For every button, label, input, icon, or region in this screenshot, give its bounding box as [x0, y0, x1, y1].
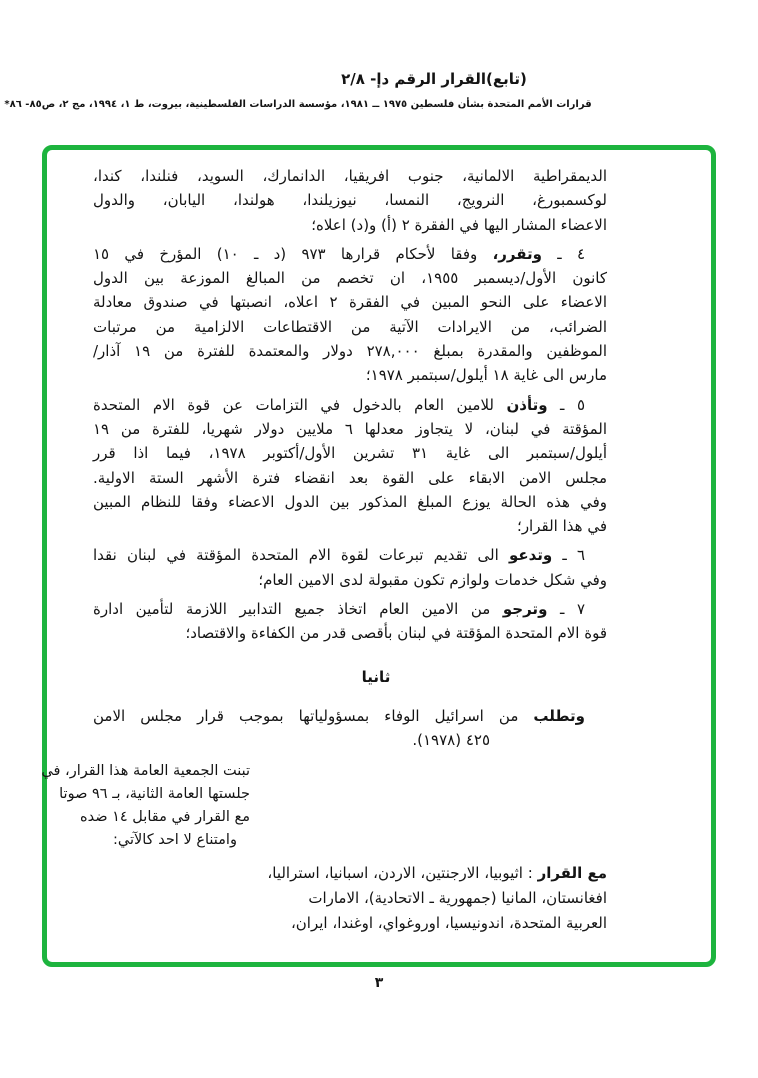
- bold-operative-word: وتدعو: [508, 546, 553, 565]
- resolution-number-header: (تابع)القرار الرقم دإ- ٢/٨: [341, 70, 527, 88]
- clause-7: [93, 597, 607, 646]
- clause-4: [93, 242, 607, 388]
- clause-3-continuation: [93, 164, 607, 237]
- source-citation: قرارات الأمم المتحدة بشأن فلسطين ١٩٧٥ ــ ١٩٨١، مؤسسة الدراسات الفلسطينية، بيروت، ط ١، ١٩٩٤، مج ٢، ص٨٥- ٨٦*: [4, 99, 592, 110]
- vote-record-line: جلستها العامة الثانية، بـ ٩٦ صوتا: [59, 785, 250, 802]
- text-line: مجلس الامن الابقاء على القوة بعد انقضاء فترة الأشهر الستة الاولية.: [93, 468, 607, 487]
- bold-operative-word: وتأذن: [506, 395, 548, 414]
- text-line: الاعضاء المشار اليها في الفقرة ٢ (أ) و(د) اعلاه؛: [311, 215, 607, 234]
- adoption-note: [41, 760, 250, 852]
- section-heading: ثانيا: [361, 667, 391, 686]
- page-number: ٣: [374, 975, 384, 991]
- text-line: ٦ ـ وتدعو الى تقديم تبرعات لقوة الام المتحدة المؤقتة في لبنان نقدا: [93, 546, 585, 565]
- text-line: وفي هذه الحالة يوزع المبلغ المذكور بين الدول الاعضاء وفقا للنظام المبين: [93, 492, 607, 511]
- vote-record-line: مع القرار في مقابل ١٤ ضده: [79, 808, 250, 825]
- text-line: مارس الى غاية ١٨ أيلول/سبتمبر ١٩٧٨؛: [365, 366, 607, 385]
- text-line: المؤقتة في لبنان، لا يتجاوز معدلها ٦ ملايين دولار شهريا، للفترة من ١٩: [93, 419, 607, 438]
- bold-operative-word: وتطلب: [533, 706, 585, 725]
- text-line: ٧ ـ وترجو من الامين العام اتخاذ جميع التدابير اللازمة لتأمين ادارة: [93, 600, 585, 619]
- text-line: لوكسمبورغ، النرويج، النمسا، نيوزيلندا، هولندا، اليابان، والدول: [93, 191, 607, 210]
- text-line: الضرائب، من الايرادات الآتية من الاقتطاعات الالزامية من مرتبات: [93, 317, 607, 336]
- text-line: الموظفين والمقدرة بمبلغ ٢٧٨,٠٠٠ دولار والمعتمدة للفترة من ١٩ آذار/: [93, 342, 607, 361]
- text-line: وتطلب من اسرائيل الوفاء بمسؤولياتها بموجب قرار مجلس الامن: [93, 706, 585, 725]
- country-list-line: افغانستان، المانيا (جمهورية ـ الاتحادية)، الامارات: [308, 888, 607, 907]
- section-two-clause: [93, 704, 607, 753]
- text-line: ٤ ـ وتقرر، وفقا لأحكام قرارها ٩٧٣ (د ـ ١٠) المؤرخ في ١٥: [93, 244, 586, 263]
- body-text-column: [41, 164, 607, 936]
- vote-record-line: تبنت الجمعية العامة هذا القرار، في: [41, 762, 250, 779]
- country-list-line: العربية المتحدة، اندونيسيا، اوروغواي، اوغندا، ايران،: [290, 913, 607, 932]
- text-line: قوة الام المتحدة المؤقتة في لبنان بأقصى قدر من الكفاءة والاقتصاد؛: [185, 624, 607, 643]
- clause-6: [93, 543, 607, 592]
- vote-category-label: مع القرار: [537, 863, 607, 882]
- text-line: ٥ ـ وتأذن للامين العام بالدخول في التزامات عن قوة الام المتحدة: [93, 395, 585, 414]
- votes-for-list: [210, 861, 607, 936]
- text-line: الديمقراطية الالمانية، جنوب افريقيا، الدانمارك، السويد، فنلندا، كندا،: [93, 167, 607, 185]
- text-line: ٤٢٥ (١٩٧٨).: [412, 731, 490, 750]
- text-line: في هذا القرار؛: [517, 517, 607, 536]
- text-line: كانون الأول/ديسمبر ١٩٥٥، ان تخصم من المبالغ الموزعة بين الدول: [93, 269, 607, 288]
- vote-record-line: وامتناع لا احد كالآتي:: [113, 831, 237, 848]
- bold-operative-word: وترجو: [502, 600, 548, 619]
- clause-5: [93, 393, 607, 539]
- text-line: أيلول/سبتمبر الى غاية ٣١ تشرين الأول/أكتوبر ١٩٧٨، فيما اذا قرر: [93, 444, 607, 463]
- text-line: وفي شكل خدمات ولوازم تكون مقبولة لدى الامين العام؛: [258, 570, 607, 589]
- bold-operative-word: وتقرر،: [492, 244, 542, 263]
- country-list-line: مع القرار : اثيوبيا، الارجنتين، الاردن، اسبانيا، استراليا،: [267, 863, 607, 882]
- text-line: الاعضاء على النحو المبين في الفقرة ٢ اعلاه، انصبتها في صندوق معادلة: [93, 293, 607, 312]
